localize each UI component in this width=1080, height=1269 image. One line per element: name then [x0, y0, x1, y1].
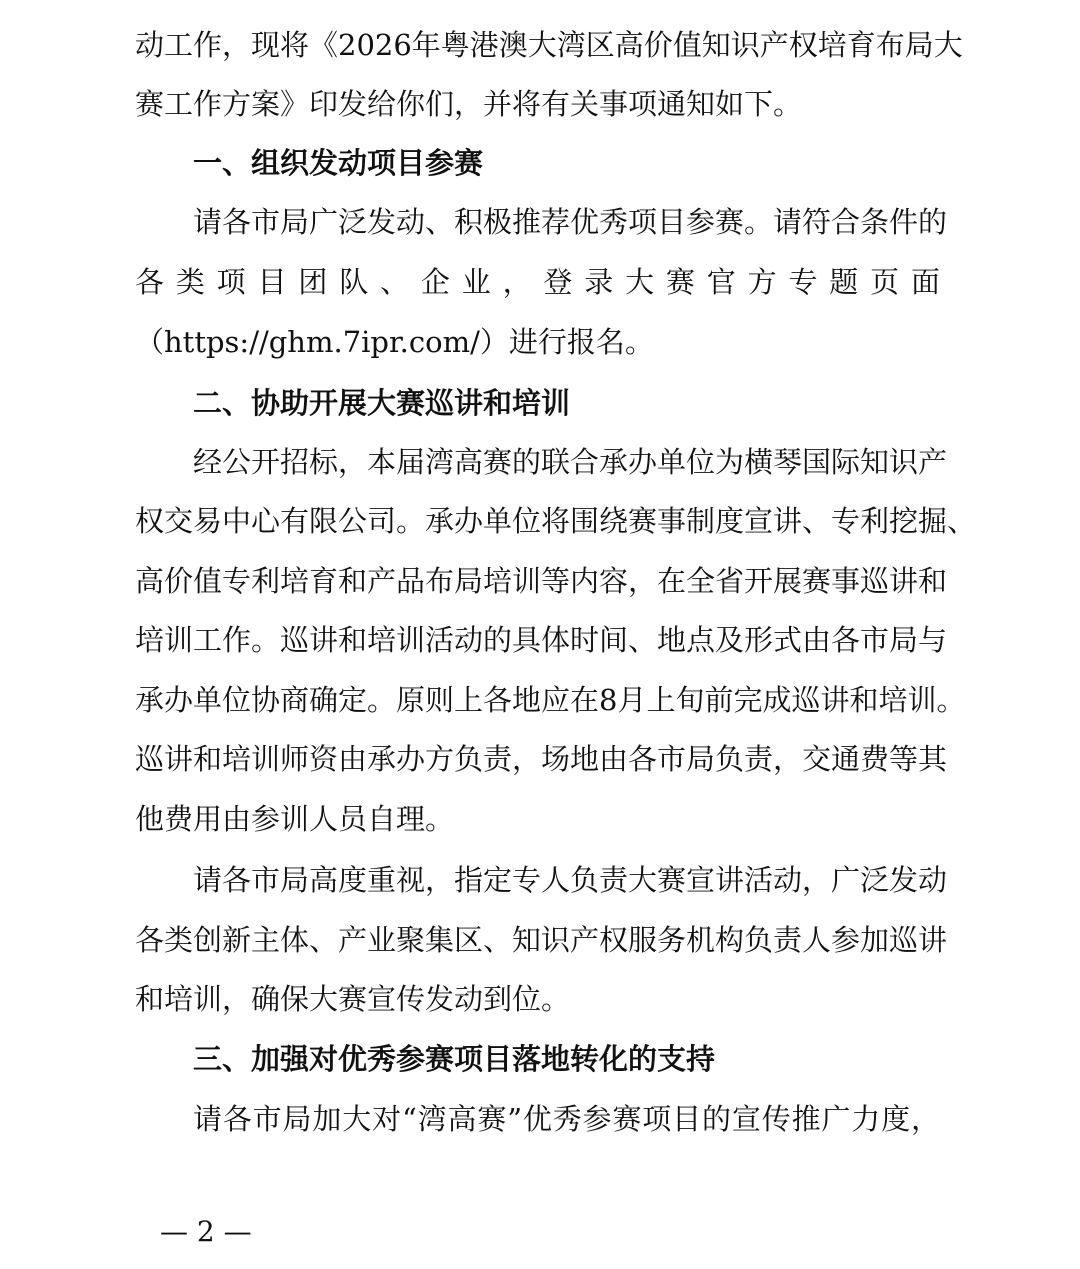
body-line: （https://ghm.7ipr.com/）进行报名。: [135, 325, 654, 359]
body-line: 承办单位协商确定。原则上各地应在8月上旬前完成巡讲和培训。: [135, 683, 966, 717]
body-line: 高价值专利培育和产品布局培训等内容，在全省开展赛事巡讲和: [135, 564, 948, 598]
body-line: 各类项目团队、企业，登录大赛官方专题页面: [135, 265, 940, 299]
body-line: 请各市局广泛发动、积极推荐优秀项目参赛。请符合条件的: [193, 205, 948, 239]
body-line: 各类创新主体、产业聚集区、知识产权服务机构负责人参加巡讲: [135, 923, 948, 957]
page-number: — 2 —: [160, 1215, 252, 1248]
section-heading: 一、组织发动项目参赛: [193, 146, 484, 180]
body-line: 巡讲和培训师资由承办方负责，场地由各市局负责，交通费等其: [135, 742, 948, 776]
body-line: 经公开招标，本届湾高赛的联合承办单位为横琴国际知识产: [193, 445, 948, 479]
body-line: 赛工作方案》印发给你们，并将有关事项通知如下。: [135, 87, 803, 121]
body-line: 权交易中心有限公司。承办单位将围绕赛事制度宣讲、专利挖掘、: [135, 504, 977, 538]
body-line: 和培训，确保大赛宣传发动到位。: [135, 982, 571, 1016]
section-heading: 三、加强对优秀参赛项目落地转化的支持: [193, 1042, 716, 1076]
body-line: 请各市局高度重视，指定专人负责大赛宣讲活动，广泛发动: [193, 863, 948, 897]
body-line: 动工作，现将《2026年粤港澳大湾区高价值知识产权培育布局大: [135, 28, 963, 62]
body-line: 他费用由参训人员自理。: [135, 802, 455, 836]
body-line: 请各市局加大对“湾高赛”优秀参赛项目的宣传推广力度，: [193, 1102, 940, 1136]
body-line: 培训工作。巡讲和培训活动的具体时间、地点及形式由各市局与: [135, 623, 948, 657]
section-heading: 二、协助开展大赛巡讲和培训: [193, 386, 571, 420]
